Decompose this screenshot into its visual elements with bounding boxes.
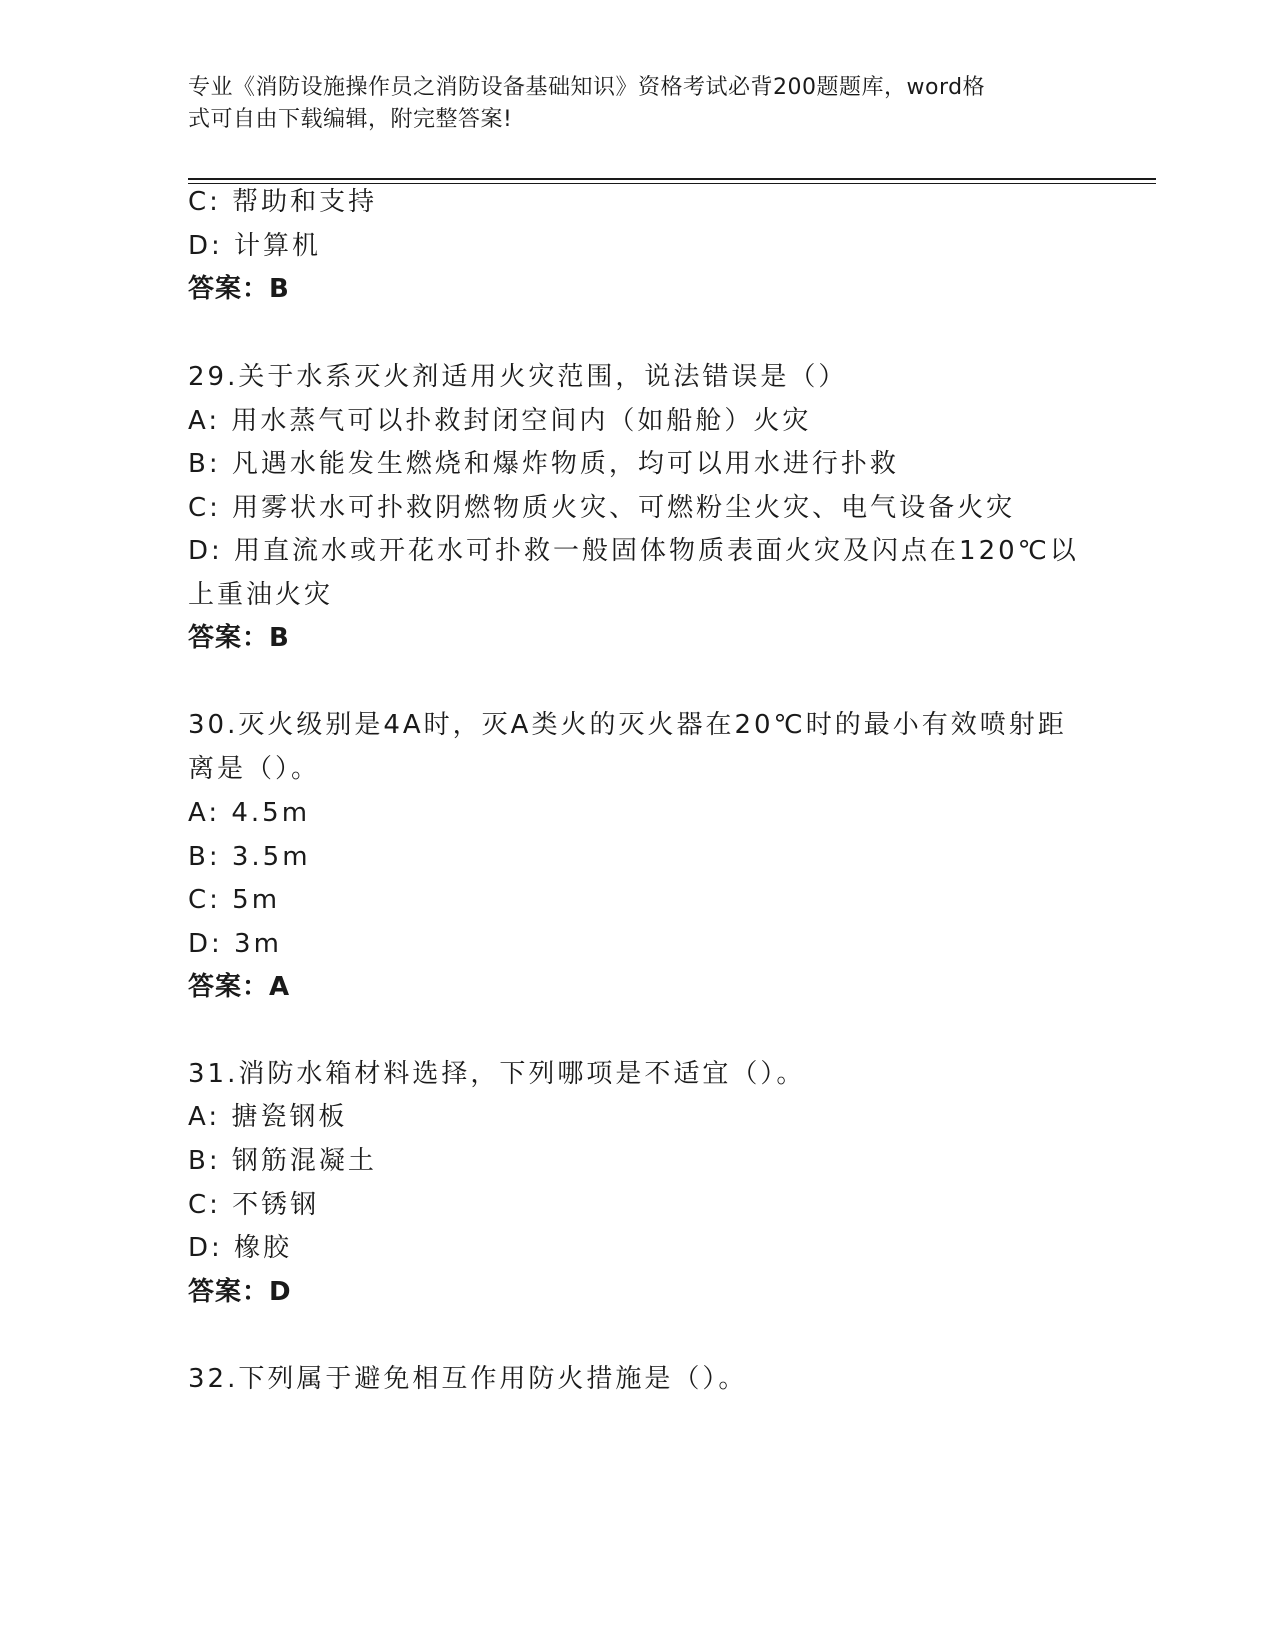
- q31-option-c: C: 不锈钢: [188, 1190, 320, 1220]
- q29-option-d-line1: D: 用直流水或开花水可扑救一般固体物质表面火灾及闪点在120℃以: [188, 536, 1079, 566]
- q29-option-b: B: 凡遇水能发生燃烧和爆炸物质，均可以用水进行扑救: [188, 449, 899, 479]
- prev-option-c: C: 帮助和支持: [188, 187, 378, 217]
- q31-stem: 31.消防水箱材料选择，下列哪项是不适宜（）。: [188, 1059, 806, 1089]
- q29-stem: 29.关于水系灭火剂适用火灾范围，说法错误是（）: [188, 362, 848, 392]
- q30-option-d: D: 3m: [188, 929, 282, 959]
- header-line-1: 专业《消防设施操作员之消防设备基础知识》资格考试必背200题题库，word格: [188, 75, 986, 100]
- header-divider-thin: [188, 183, 1156, 184]
- q31-answer: 答案：D: [188, 1277, 292, 1307]
- q32-stem: 32.下列属于避免相互作用防火措施是（）。: [188, 1364, 748, 1394]
- q29-option-d-line2: 上重油火灾: [188, 580, 334, 610]
- q30-option-b: B: 3.5m: [188, 842, 311, 872]
- q29-option-c: C: 用雾状水可扑救阴燃物质火灾、可燃粉尘火灾、电气设备火灾: [188, 493, 1016, 523]
- q29-option-a: A: 用水蒸气可以扑救封闭空间内（如船舱）火灾: [188, 406, 812, 436]
- q31-option-a: A: 搪瓷钢板: [188, 1102, 348, 1132]
- q30-option-a: A: 4.5m: [188, 798, 311, 828]
- q31-option-b: B: 钢筋混凝土: [188, 1146, 377, 1176]
- q30-answer: 答案：A: [188, 972, 291, 1002]
- q30-stem-line2: 离是（）。: [188, 754, 321, 784]
- q30-option-c: C: 5m: [188, 885, 281, 915]
- q31-option-d: D: 橡胶: [188, 1233, 293, 1263]
- q29-answer: 答案：B: [188, 623, 290, 653]
- prev-option-d: D: 计算机: [188, 231, 322, 261]
- q30-stem-line1: 30.灭火级别是4A时，灭A类火的灭火器在20℃时的最小有效喷射距: [188, 710, 1067, 740]
- header-line-2: 式可自由下载编辑，附完整答案!: [188, 107, 513, 132]
- document-header: [188, 72, 1068, 136]
- header-divider-thick: [188, 178, 1156, 180]
- prev-answer: 答案：B: [188, 274, 290, 304]
